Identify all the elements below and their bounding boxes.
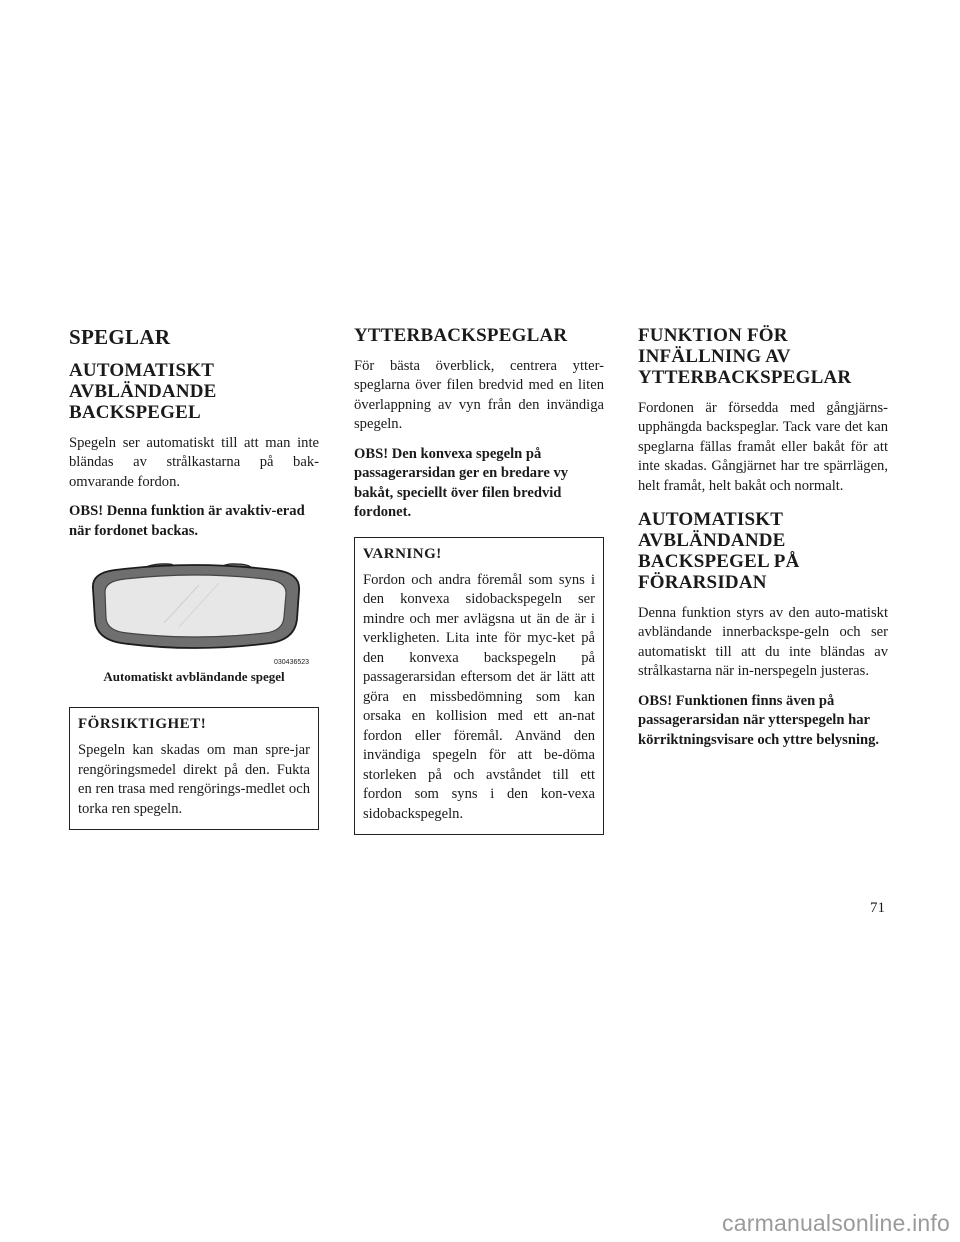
figure-code: 030436523 (274, 659, 310, 667)
page-title: SPEGLAR (69, 325, 171, 349)
section-heading-auto-dimming-mirror: AUTOMATISKT AVBLÄNDANDE BACKSPEGEL (69, 360, 217, 423)
paragraph-auto-dimming: Spegeln ser automatiskt till att man inte bländas av strålkastarna på bak-omvarande fordon. (69, 434, 319, 490)
note-reverse: OBS! Denna funktion är avaktiv-erad när fordonet backas. (69, 503, 305, 539)
page-number: 71 (870, 900, 885, 916)
caution-text: Spegeln kan skadas om man spre-jar rengöringsmedel direkt på den. Fukta en ren trasa med rengörings-medlet och torka ren spegeln. (78, 742, 310, 817)
column-2 (354, 326, 604, 835)
section-heading-folding: FUNKTION FÖR INFÄLLNING AV YTTERBACKSPEGLAR (638, 325, 852, 388)
column-3 (638, 326, 888, 760)
caution-box (69, 707, 319, 830)
paragraph-folding: Fordonen är försedda med gångjärns-upphängda backspeglar. Tack vare det kan speglarna fällas framåt eller bakåt för att inte skadas. Gångjärnet har tre spärrlägen, helt framåt, helt bakåt och normalt. (638, 399, 888, 494)
section-heading-outside-mirrors: YTTERBACKSPEGLAR (354, 325, 568, 346)
figure-caption: Automatiskt avbländande spegel (103, 669, 285, 685)
warning-box (354, 537, 604, 836)
mirror-figure (69, 555, 319, 685)
column-1 (69, 326, 319, 830)
section-heading-driver-dimming: AUTOMATISKT AVBLÄNDANDE BACKSPEGEL PÅ FÖRARSIDAN (638, 509, 800, 593)
warning-title: VARNING! (363, 545, 442, 562)
paragraph-driver-dimming: Denna funktion styrs av den auto-matiskt avbländande innerbackspe-geln och ser automatiskt till att du inte bländas av strålkastarna när in-nerspegeln justeras. (638, 604, 888, 680)
watermark: carmanualsonline.info (722, 1210, 950, 1236)
note-convex-mirror: OBS! Den konvexa spegeln på passagerarsidan ger en bredare vy bakåt, speciellt över filen bredvid fordonet. (354, 445, 569, 521)
caution-title: FÖRSIKTIGHET! (78, 716, 207, 733)
paragraph-outside-mirrors: För bästa överblick, centrera ytter-speglarna över filen bredvid med en liten överlappning av vyn från den invändiga spegeln. (354, 357, 604, 433)
warning-text: Fordon och andra föremål som syns i den konvexa sidobackspegeln ser mindre och mer avlägsna ut än de är i verkligheten. Lita inte för myc-ket på den konvexa backspegeln på passagerarsidan eftersom det är lätt att göra en missbedömning som kan orsaka en kollision med ett an-nat fordon eller föremål. Använd den invändiga spegeln för att be-döma storleken på och avståndet till ett fordon som syns i den kon-vexa sidobackspegeln. (363, 571, 595, 822)
note-passenger-side: OBS! Funktionen finns även på passagerarsidan när ytterspegeln har körriktningsvisare och yttre belysning. (638, 692, 880, 748)
rearview-mirror-illustration (69, 555, 319, 667)
